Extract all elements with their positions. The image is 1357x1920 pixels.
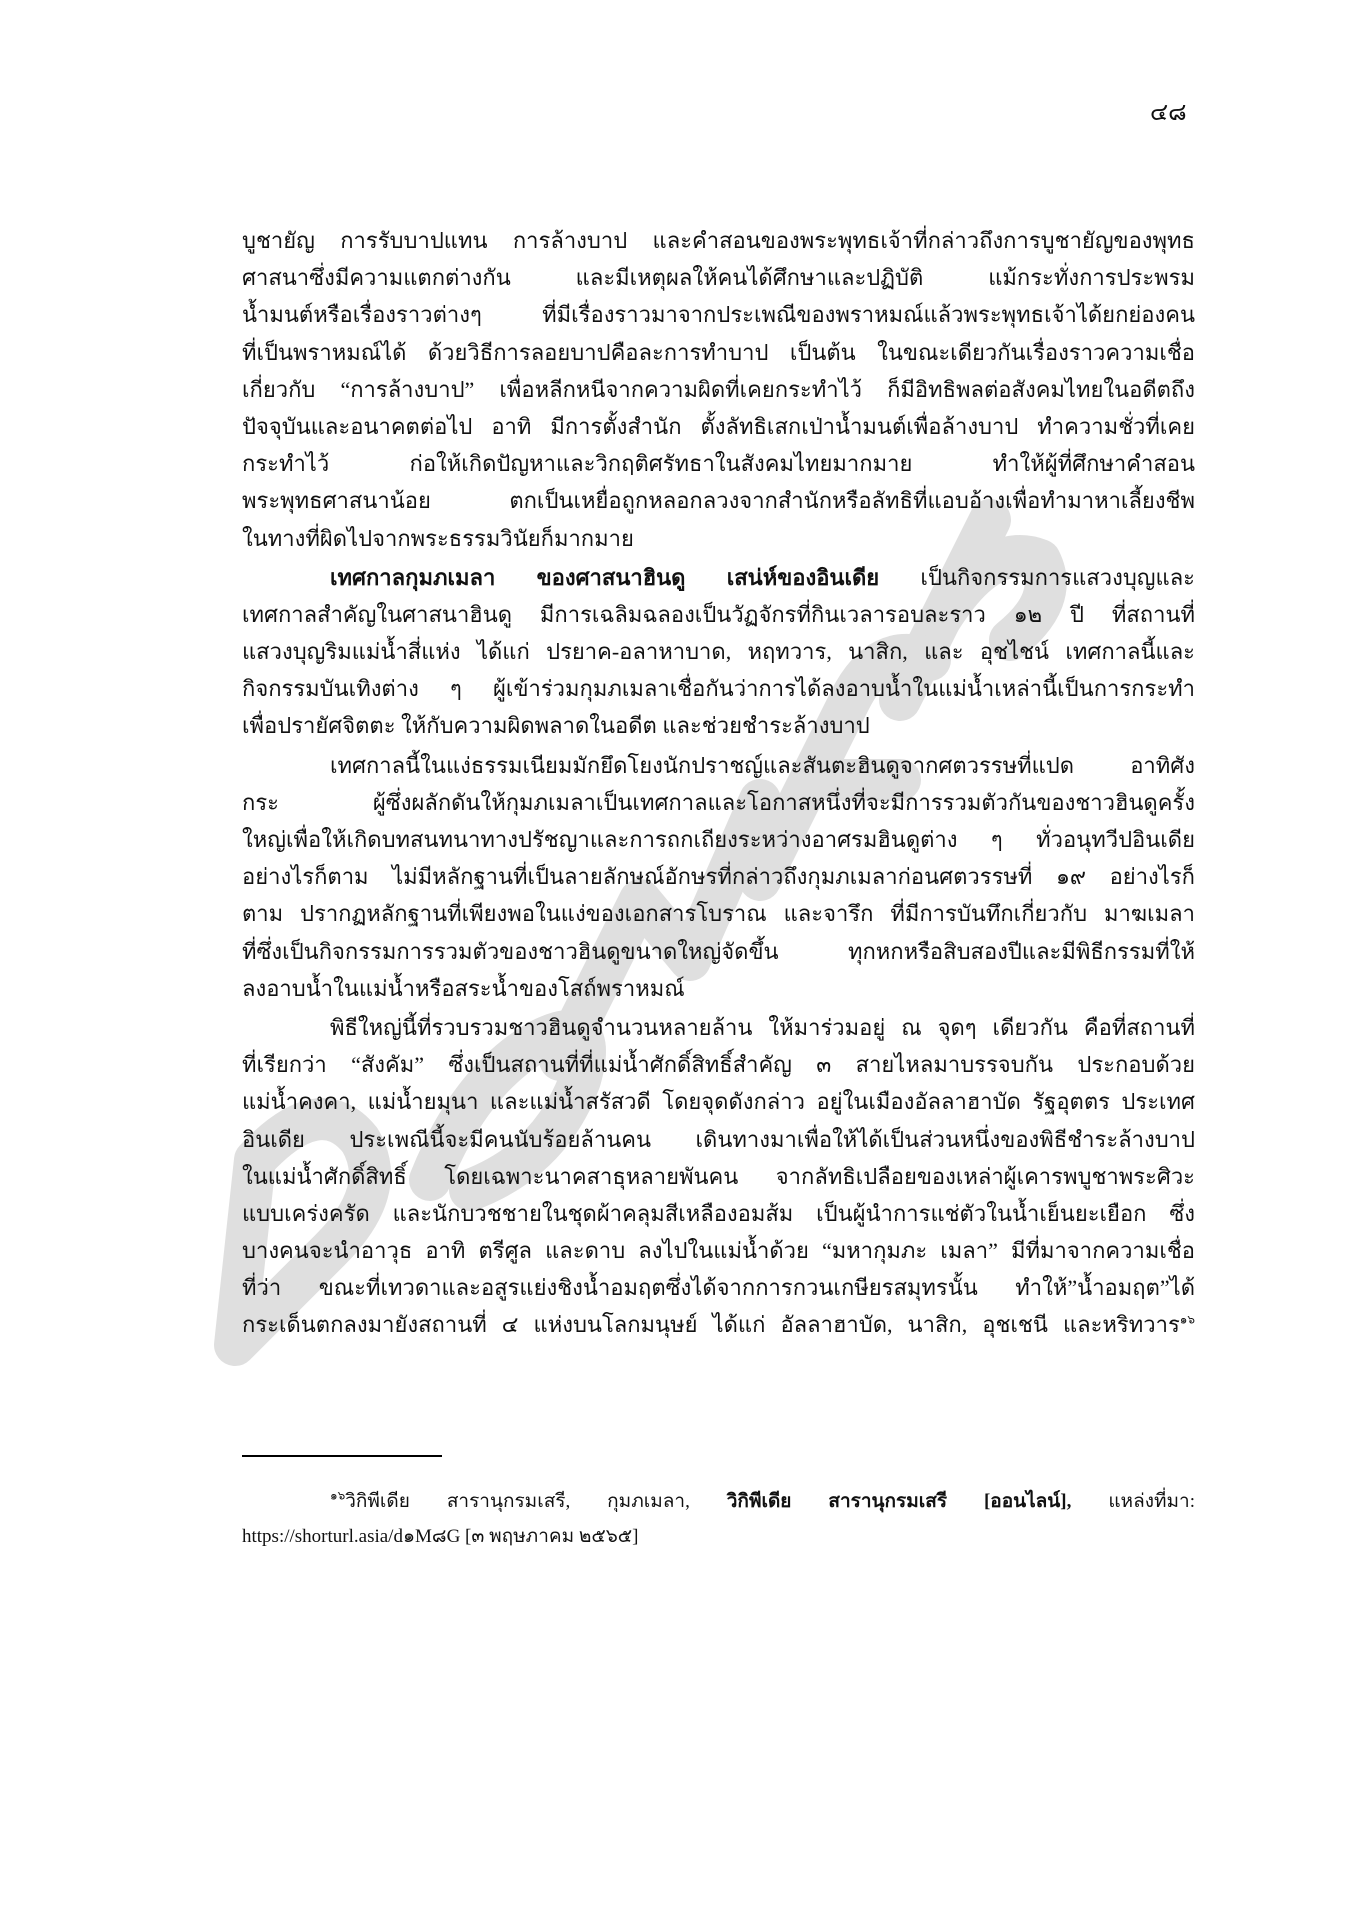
text-line	[242, 1306, 1195, 1343]
text-line: บูชายัญ การรับบาปแทน การล้างบาป และคำสอนของพระพุทธเจ้าที่กล่าวถึงการบูชายัญของพุทธ	[242, 228, 1195, 253]
text-line: ใหญ่เพื่อให้เกิดบทสนทนาทางปรัชญาและการถกเถียงระหว่างอาศรมฮินดูต่าง ๆ ทั่วอนุทวีปอินเดีย	[242, 827, 1195, 852]
text-line: เกี่ยวกับ “การล้างบาป” เพื่อหลีกหนีจากความผิดที่เคยกระทำไว้ ก็มีอิทธิพลต่อสังคมไทยในอดีตถึง	[242, 376, 1195, 402]
text-line	[242, 559, 1195, 596]
text-line: กระทำไว้ ก่อให้เกิดปัญหาและวิกฤติศรัทธาในสังคมไทยมากมาย ทำให้ผู้ที่ศึกษาคำสอน	[242, 451, 1195, 477]
footnote-text: แหล่งที่มา:	[1071, 1491, 1195, 1512]
footnote	[242, 1484, 1195, 1554]
footnote-divider	[242, 1455, 442, 1457]
text-line: ตาม ปรากฏหลักฐานที่เพียงพอในแง่ของเอกสารโบราณ และจารึก ที่มีการบันทึกเกี่ยวกับ มาฆเมลา	[242, 901, 1195, 927]
footnote-line	[242, 1484, 1195, 1519]
text-line: แบบเคร่งครัด และนักบวชชายในชุดผ้าคลุมสีเหลืองอมส้ม เป็นผู้นำการแช่ตัวในน้ำเย็นยะเยือก ซึ่ง	[242, 1200, 1195, 1226]
page-number: ๔๘	[1150, 100, 1187, 126]
paragraph-4	[242, 1009, 1195, 1344]
text-line: อินเดีย ประเพณีนี้จะมีคนนับร้อยล้านคน เดินทางมาเพื่อให้ได้เป็นส่วนหนึ่งของพิธีชำระล้างบาป	[242, 1126, 1195, 1152]
text-line: น้ำมนต์หรือเรื่องราวต่างๆ ที่มีเรื่องราวมาจากประเพณีของพราหมณ์แล้วพระพุทธเจ้าได้ยกย่องคน	[242, 302, 1195, 328]
body-text	[242, 222, 1195, 1344]
text-line: แสวงบุญริมแม่น้ำสี่แห่ง ได้แก่ ปรยาค-อลาหาบาด, หฤทวาร, นาสิก, และ อุชไชน์ เทศกาลนี้และ	[242, 639, 1195, 665]
paragraph-2	[242, 559, 1195, 745]
text-line: เทศกาลสำคัญในศาสนาฮินดู มีการเฉลิมฉลองเป็นวัฏจักรที่กินเวลารอบละราว ๑๒ ปี ที่สถานที่	[242, 601, 1195, 627]
paragraph-3	[242, 747, 1195, 1007]
text-line: กิจกรรมบันเทิงต่าง ๆ ผู้เข้าร่วมกุมภเมลาเชื่อกันว่าการได้ลงอาบน้ำในแม่น้ำเหล่านี้เป็นการกระทำ	[242, 676, 1195, 702]
text-line: ในทางที่ผิดไปจากพระธรรมวินัยก็มากมาย	[242, 525, 634, 551]
text-line: ที่เรียกว่า “สังคัม” ซึ่งเป็นสถานที่ที่แม่น้ำศักดิ์สิทธิ์สำคัญ ๓ สายไหลมาบรรจบกัน ประกอบด้วย	[242, 1052, 1195, 1078]
text-line: เทศกาลนี้ในแง่ธรรมเนียมมักยึดโยงนักปราชญ์และสันตะฮินดูจากศตวรรษที่แปด อาทิศัง	[330, 752, 1195, 778]
text-line: ในแม่น้ำศักดิ์สิทธิ์ โดยเฉพาะนาคสาธุหลายพันคน จากลัทธิเปลือยของเหล่าผู้เคารพบูชาพระศิวะ	[242, 1163, 1195, 1189]
text-line: ลงอาบน้ำในแม่น้ำหรือสระน้ำของโสถ์พราหมณ์	[242, 975, 685, 1001]
text-line: แม่น้ำคงคา, แม่น้ำยมุนา และแม่น้ำสรัสวดี โดยจุดดังกล่าว อยู่ในเมืองอัลลาฮาบัด รัฐอุตตร ประเทศ	[242, 1089, 1195, 1115]
text-line: พระพุทธศาสนาน้อย ตกเป็นเหยื่อถูกหลอกลวงจากสำนักหรือลัทธิที่แอบอ้างเพื่อทำมาหาเลี้ยงชีพ	[242, 488, 1195, 514]
paragraph-1	[242, 222, 1195, 557]
text-line: ที่ซึ่งเป็นกิจกรรมการรวมตัวของชาวฮินดูขนาดใหญ่จัดขึ้น ทุกหกหรือสิบสองปีและมีพิธีกรรมที่ให้	[242, 938, 1195, 964]
text-line: เพื่อปรายัศจิตตะ ให้กับความผิดพลาดในอดีต และช่วยชำระล้างบาป	[242, 713, 870, 739]
text-line: ที่ว่า ขณะที่เทวดาและอสูรแย่งชิงน้ำอมฤตซึ่งได้จากการกวนเกษียรสมุทรนั้น ทำให้”น้ำอมฤต”ได้	[242, 1275, 1195, 1301]
footnote-url[interactable]: https://shorturl.asia/d๑M๘G [๓ พฤษภาคม ๒๕๖๕]	[242, 1526, 639, 1547]
text-line: ศาสนาซึ่งมีความแตกต่างกัน และมีเหตุผลให้คนได้ศึกษาและปฏิบัติ แม้กระทั่งการประพรม	[242, 265, 1195, 291]
footnote-source-title: วิกิพีเดีย สารานุกรมเสรี [ออนไลน์],	[726, 1491, 1072, 1512]
text-line: บางคนจะนำอาวุธ อาทิ ตรีศูล และดาบ ลงไปในแม่น้ำด้วย “มหากุมภะ เมลา” มีที่มาจากความเชื่อ	[242, 1238, 1195, 1264]
text-line: อย่างไรก็ตาม ไม่มีหลักฐานที่เป็นลายลักษณ์อักษรที่กล่าวถึงกุมภเมลาก่อนศตวรรษที่ ๑๙ อย่างไรก็	[242, 864, 1195, 890]
text-line: ปัจจุบันและอนาคตต่อไป อาทิ มีการตั้งสำนัก ตั้งลัทธิเสกเป่าน้ำมนต์เพื่อล้างบาป ทำความชั่วที่เคย	[242, 413, 1195, 439]
text-line: พิธีใหญ่นี้ที่รวบรวมชาวฮินดูจำนวนหลายล้าน ให้มาร่วมอยู่ ณ จุดๆ เดียวกัน คือที่สถานที่	[330, 1014, 1195, 1040]
footnote-text: วิกิพีเดีย สารานุกรมเสรี, กุมภเมลา,	[345, 1491, 727, 1512]
text-line: ที่เป็นพราหมณ์ได้ ด้วยวิธีการลอยบาปคือละการทำบาป เป็นต้น ในขณะเดียวกันเรื่องราวความเชื่อ	[242, 339, 1195, 365]
text-line: กระ ผู้ซึ่งผลักดันให้กุมภเมลาเป็นเทศกาลและโอกาสหนึ่งที่จะมีการรวมตัวกันของชาวฮินดูครั้ง	[242, 789, 1195, 815]
footnote-number: ๑๖	[330, 1488, 346, 1503]
text-run: กระเด็นตกลงมายังสถานที่ ๔ แห่งบนโลกมนุษย์ ได้แก่ อัลลาฮาบัด, นาสิก, อุชเชนี และหริทวาร	[242, 1312, 1180, 1338]
text-run: เป็นกิจกรรมการแสวงบุญและ	[879, 564, 1196, 590]
footnote-reference[interactable]: ๑๖	[1179, 1313, 1195, 1328]
section-heading: เทศกาลกุมภเมลา ของศาสนาฮินดู เสน่ห์ของอินเดีย	[330, 564, 880, 590]
